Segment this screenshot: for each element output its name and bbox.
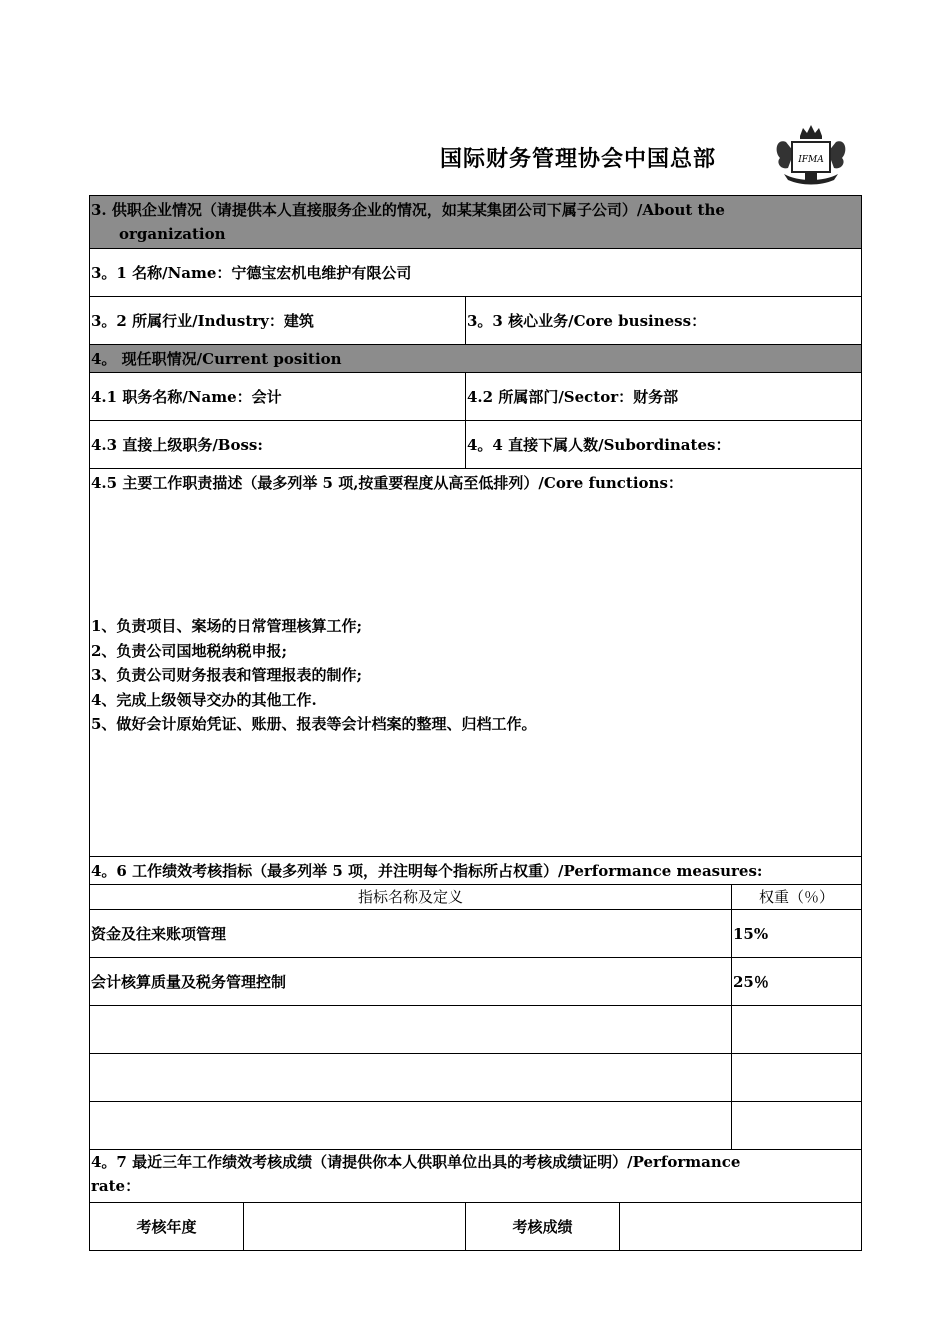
rate-year-label: 考核年度 <box>90 1203 244 1251</box>
svg-text:IFMA: IFMA <box>798 155 824 165</box>
duty-item: 1、负责项目、案场的日常管理核算工作; <box>91 617 362 635</box>
page-title: 国际财务管理协会中国总部 <box>440 147 717 172</box>
rate-score-value <box>620 1203 862 1251</box>
measure-weight: 15% <box>732 910 862 958</box>
duty-list <box>91 614 860 737</box>
measure-row <box>90 1102 862 1150</box>
measure-name: 会计核算质量及税务管理控制 <box>90 958 732 1006</box>
core-business: 3。3 核心业务/Core business： <box>466 297 862 345</box>
rate-year-value <box>244 1203 466 1251</box>
measure-row <box>90 1054 862 1102</box>
measure-row <box>90 958 862 1006</box>
section4-heading: 4。 现任职情况/Current position <box>90 345 862 373</box>
boss: 4.3 直接上级职务/Boss: <box>90 421 466 469</box>
performance-rate-label: 4。7 最近三年工作绩效考核成绩（请提供你本人供职单位出具的考核成绩证明）/Performance rate： <box>90 1150 862 1203</box>
duty-item: 4、完成上级领导交办的其他工作. <box>91 690 317 709</box>
measure-name <box>90 1102 732 1150</box>
core-functions <box>90 469 862 857</box>
measure-weight <box>732 1102 862 1150</box>
company-name: 3。1 名称/Name：宁德宝宏机电维护有限公司 <box>90 249 862 297</box>
duty-item: 5、做好会计原始凭证、账册、报表等会计档案的整理、归档工作。 <box>91 715 537 733</box>
measure-weight: 25％ <box>732 958 862 1006</box>
duty-item: 3、负责公司财务报表和管理报表的制作; <box>91 666 362 684</box>
measure-weight <box>732 1054 862 1102</box>
industry: 3。2 所属行业/Industry：建筑 <box>90 297 466 345</box>
measure-weight <box>732 1006 862 1054</box>
core-functions-label: 4.5 主要工作职责描述（最多列举 5 项,按重要程度从高至低排列）/Core functions： <box>91 474 683 492</box>
measure-weight-header: 权重（％） <box>732 885 862 910</box>
rate-score-label: 考核成绩 <box>466 1203 620 1251</box>
measure-name <box>90 1006 732 1054</box>
measure-name: 资金及往来账项管理 <box>90 910 732 958</box>
measure-name <box>90 1054 732 1102</box>
application-form <box>89 195 862 1251</box>
performance-measures-label: 4。6 工作绩效考核指标（最多列举 5 项，并注明每个指标所占权重）/Performance measures: <box>90 857 862 885</box>
section3-heading: 3. 供职企业情况（请提供本人直接服务企业的情况，如某某集团公司下属子公司）/About the organization <box>90 196 862 249</box>
subordinates: 4。4 直接下属人数/Subordinates： <box>466 421 862 469</box>
measure-row <box>90 910 862 958</box>
ifma-logo <box>772 122 850 192</box>
measure-row <box>90 1006 862 1054</box>
duty-item: 2、负责公司国地税纳税申报; <box>91 641 287 660</box>
sector: 4.2 所属部门/Sector：财务部 <box>466 373 862 421</box>
measure-name-header: 指标名称及定义 <box>90 885 732 910</box>
job-title: 4.1 职务名称/Name：会计 <box>90 373 466 421</box>
